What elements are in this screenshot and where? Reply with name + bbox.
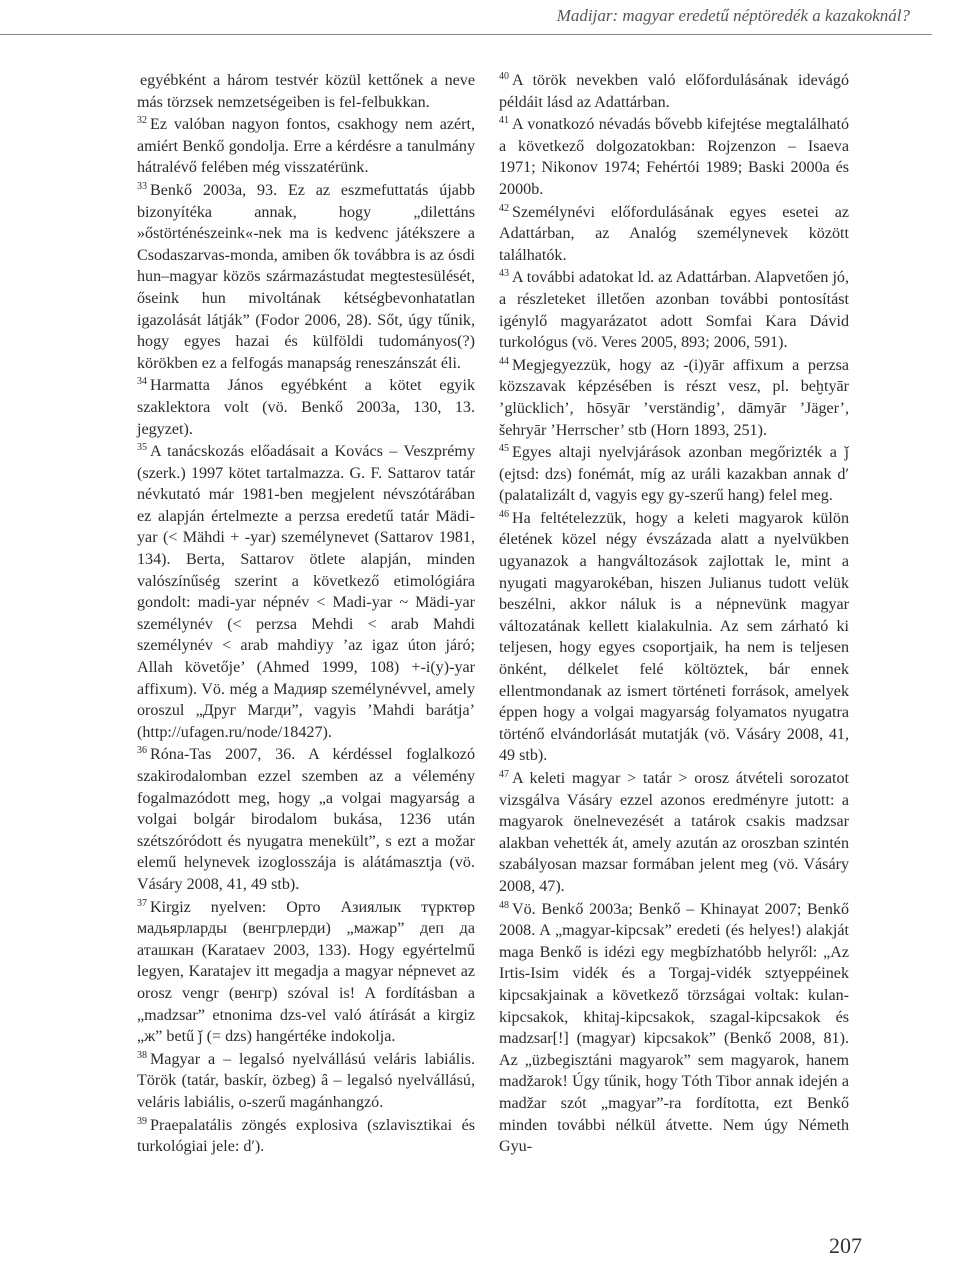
footnote-text: A keleti magyar > tatár > orosz átvételi sorozatot vizsgálva Vásáry ezzel azonos eredményre jutott: a magyarok önelnevezését a tatárok csakis madzsar alakban vehették át, amely azután az oroszban szintén szabályosan mazsar formában jelent meg (vö. Vásáry 2008, 47). bbox=[499, 770, 849, 895]
footnote-text: A tanácskozás előadásait a Kovács – Veszprémy (szerk.) 1997 kötet tartalmazza. G. F. Sattarov tatár névkutató már 1981-ben megjelent névszótárában ez alapján értelmezte a perzsa eredetű tatár Mädi-yar (< Mähdi + -yar) személynevet (Sattarov 1981, 134). Berta, Sattarov ötlete alapján, minden valószínűség szerint a következő etimológiára gondolt: madi-yar népnév < Madi-yar ~ Mädi-yar személynév (< perzsa Mehdi < arab Mahdi személynév < arab mahdiyy ’az igaz úton járó; Allah követője’ (Ahmed 1999, 108) +-i(y)-yar affixum). Vö. még a Мадияр személynévvel, amely oroszul „Друг Магди”, vagyis ’Mahdi barátja’ (http://ufagen.ru/node/18427). bbox=[137, 443, 475, 741]
footnote-number: 36 bbox=[137, 745, 147, 757]
footnote bbox=[499, 508, 849, 767]
footnote-text: Személynévi előfordulásának egyes esetei az Adattárban, az Analóg személynevek között találhatók. bbox=[499, 203, 849, 264]
footnote-text: Egyes altaji nyelvjárások azonban megőrizték a ǰ (ejtsd: dzs) fonémát, míg az uráli kazakban annak d′ (palatalizált d, vagyis egy gy-szerű hang) felel meg. bbox=[499, 444, 849, 505]
footnote-number: 41 bbox=[499, 115, 509, 127]
footnote-number: 32 bbox=[137, 115, 147, 127]
footnote bbox=[499, 202, 849, 267]
footnote-text: egyébként a három testvér közül kettőnek a neve más törzsek nemzetségeiben is fel-felbukkan. bbox=[137, 72, 475, 111]
footnote-text: Vö. Benkő 2003a; Benkő – Khinayat 2007; Benkő 2008. A „magyar-kipcsak” eredeti (és helyes!) alakját maga Benkő is idézi egy megbízhatóbb helyről: „Az Irtis-Isim vidék és a Torgaj-vidék sztyeppéinek kipcsakjainak a következő törzságai voltak: kulan-kipcsakok, khitaj-kipcsakok, szagal-kipcsakok és madzsar[!] (magyar) kipcsakok” (Benkő 2008, 81). Az „üzbegisztáni magyarok” sem magyarok, hanem madžarok! Úgy tűnik, hogy Tóth Tibor annak idején a madžar szót „magyar”-ra fordította, ezt Benkő minden további nélkül átvette. Nem úgy Németh Gyu- bbox=[499, 900, 849, 1156]
footnote bbox=[137, 1115, 475, 1158]
left-column bbox=[137, 70, 475, 1159]
running-title: Madijar: magyar eredetű néptöredék a kazakoknál? bbox=[556, 6, 910, 25]
footnote-text: Ez valóban nagyon fontos, csakhogy nem azért, amiért Benkő gondolja. Erre a kérdésre a tanulmány hátralévő felében még visszatérünk. bbox=[137, 116, 475, 177]
footnote-number: 47 bbox=[499, 769, 509, 780]
footnote-number: 37 bbox=[137, 897, 147, 909]
footnote-number: 39 bbox=[137, 1115, 147, 1127]
footnote-text: Ha feltételezzük, hogy a keleti magyarok külön életének közel négy évszázada alatt a nyelvükben ugyanazok a hangváltozások zajlottak le, mint a nyugati magyarokéban, hiszen Julianus tudott velük beszélni, akkor náluk is a népnevünk magyar változatának kellett kialakulnia. Az sem zárható ki teljesen, hogy egyes csoportjaik, ha nem is teljesen önként, délkelet felé költöztek, bár ennek ellentmondanak az ismert történeti források, amelyek éppen hogy a volgai magyarság folyamatos nyugatra történő elvándorlását mutatják (vö. Vásáry 2008, 41, 49 stb). bbox=[499, 509, 849, 765]
footnote-text: Magyar a – legalsó nyelvállású veláris labiális. Török (tatár, baskír, özbeg) ȃ – legalsó nyelvállású, veláris labiális, o-szerű magánhangzó. bbox=[137, 1050, 475, 1111]
footnote-number: 38 bbox=[137, 1049, 147, 1061]
footnote bbox=[137, 897, 475, 1048]
header-rule bbox=[0, 34, 932, 35]
page-number: 207 bbox=[829, 1233, 862, 1258]
footnote-number: 40 bbox=[499, 71, 509, 82]
footnote-text: Benkő 2003a, 93. Ez az eszmefuttatás újabb bizonyítéka annak, hogy „dilettáns »őstörténészeink«-nek ma is kedvenc játékszere a Csodaszarvas-monda, amiben ők továbbra is az ósdi hun–magyar közös származástudat megtestesülését, őseink hun mivoltának kétségbevonhatatlan igazolását látják” (Fodor 2006, 28). Sőt, úgy tűnik, hogy egyes hazai és külföldi tudományos(?) körökben ez a felfogás manapság reneszánszát éli. bbox=[137, 181, 475, 372]
footnote-number: 46 bbox=[499, 508, 509, 520]
footnote bbox=[499, 899, 849, 1158]
footnote bbox=[499, 114, 849, 200]
footnote-text: Harmatta János egyébként a kötet egyik szaklektora volt (vö. Benkő 2003a, 130, 13. jegyzet). bbox=[137, 377, 475, 438]
footnote-text: A török nevekben való előfordulásának idevágó példáit lásd az Adattárban. bbox=[499, 72, 849, 111]
footnote-text: Megjegyezzük, hogy az -(i)yār affixum a perzsa közszavak képzésében is részt vesz, pl. beḫtyār ’glücklich’, hōsyār ’verständig’, dāmyār ’Jäger’, šehryār ’Herrscher’ stb (Horn 1893, 251). bbox=[499, 356, 849, 439]
footnote bbox=[137, 1049, 475, 1114]
right-column bbox=[499, 70, 849, 1159]
footnote-text: Praepalatális zöngés explosiva (szlavisztikai és turkológiai jele: d′). bbox=[137, 1116, 475, 1156]
footnote bbox=[499, 442, 849, 507]
footnote-number: 42 bbox=[499, 202, 509, 214]
footnote-text: Róna-Tas 2007, 36. A kérdéssel foglalkozó szakirodalomban ezzel szemben az a vélemény fogalmazódott meg, hogy „a volgai magyarság a volgai bolgár birodalom bukása, 1236 után szétszóródott és nyugatra menekült”, s ezt a možar elemű helynevek izoglosszája is alátámasztja (vö. Vásáry 2008, 41, 49 stb). bbox=[137, 746, 475, 893]
footnote-number: 45 bbox=[499, 443, 509, 455]
footnote-text: A további adatokat ld. az Adattárban. Alapvetően jó, a részleteket illetően azonban további pontosítást igénylő magyarázatot adott Somfai Kara Dávid turkológus (vö. Veres 2005, 893; 2006, 591). bbox=[499, 269, 849, 352]
footnote bbox=[137, 441, 475, 743]
footnote bbox=[137, 114, 475, 179]
footnote bbox=[499, 768, 849, 898]
footnote bbox=[137, 180, 475, 374]
footnote-text: A vonatkozó névadás bővebb kifejtése megtalálható a következő dolgozatokban: Rojzenzon – Isaeva 1971; Nikonov 1974; Fehértói 1989; Baski 2000a és 2000b. bbox=[499, 116, 849, 198]
footnote-number: 34 bbox=[137, 376, 147, 388]
footnote bbox=[499, 267, 849, 353]
footnote bbox=[137, 375, 475, 440]
footnote-text: Kirgiz nyelven: Орто Азиялык түрктөр мадьярларды (венгрлерди) „мажар” деп да аташкан (Karataev 2003, 133). Hogy egyértelmű legyen, Karatajev itt megadja a magyar népnevet az orosz vengr (венгр) szóval is! A fordításban a „madzsar” etnonima dzs-vel való átírását a kirgiz „ж” betű ǰ (= dzs) hangértéke indokolja. bbox=[137, 898, 475, 1046]
footnote bbox=[499, 355, 849, 441]
footnote-number: 35 bbox=[137, 442, 147, 454]
footnote bbox=[137, 70, 475, 113]
footnote-number: 44 bbox=[499, 355, 509, 367]
footnote-number: 43 bbox=[499, 268, 509, 280]
footnote bbox=[499, 70, 849, 113]
footnote bbox=[137, 744, 475, 895]
footnote-number: 33 bbox=[137, 180, 147, 192]
running-header bbox=[0, 0, 960, 44]
footnote-number: 48 bbox=[499, 899, 509, 911]
